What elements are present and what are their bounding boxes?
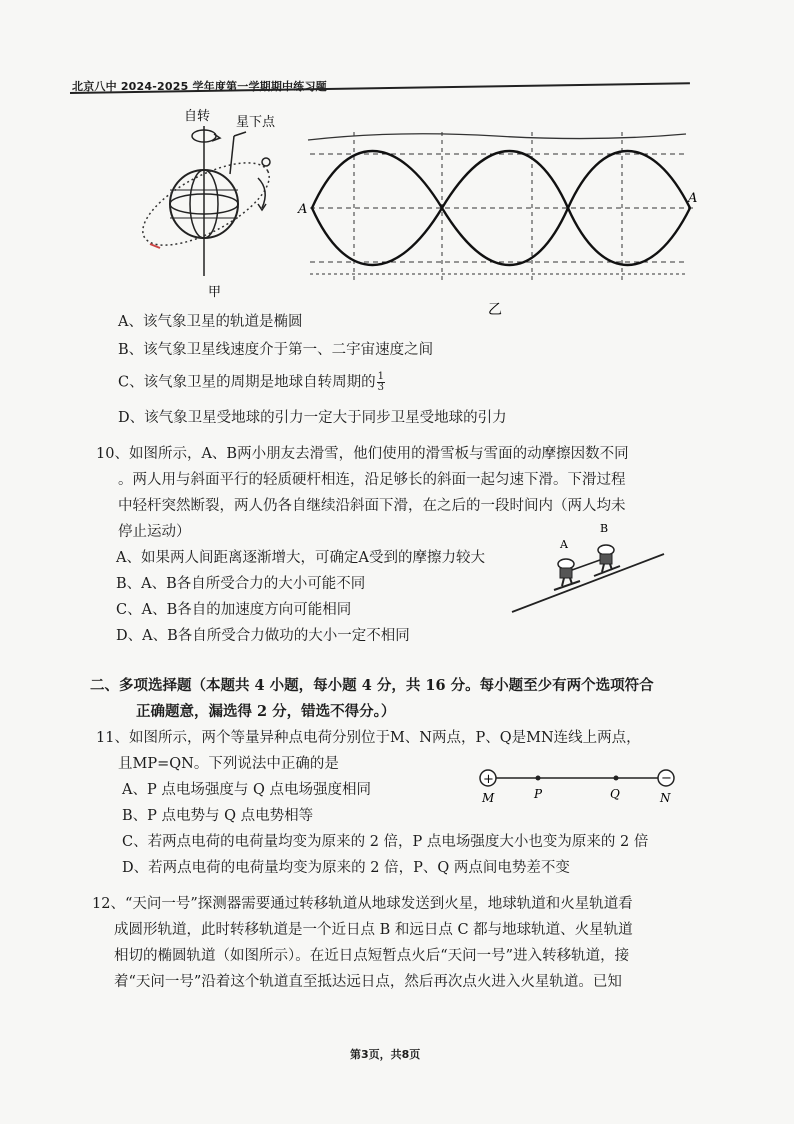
q11-stem-2: 且MP=QN。下列说法中正确的是 (118, 756, 339, 772)
q10-option-d: D、A、B各自所受合力做功的大小一定不相同 (116, 628, 410, 644)
q11-stem-1: 11、如图所示，两个等量异种点电荷分别位于M、N两点，P、Q是MN连线上两点， (96, 730, 641, 746)
label-q: Q (610, 787, 620, 801)
q12-line-4: 着“天问一号”沿着这个轨道直至抵达远日点，然后再次点火进入火星轨道。已知 (114, 974, 622, 990)
q9-option-c-text: C、该气象卫星的周期是地球自转周期的 (118, 374, 376, 391)
q9-option-d: D、该气象卫星受地球的引力一定大于同步卫星受地球的引力 (118, 410, 507, 426)
q10-option-a: A、如果两人间距离逐渐增大，可确定A受到的摩擦力较大 (116, 550, 485, 566)
label-n: N (660, 791, 671, 805)
q10-stem-3: 中轻杆突然断裂，两人仍各自继续沿斜面下滑，在之后的一段时间内（两人均未 (118, 498, 626, 514)
label-subpoint: 星下点 (236, 115, 276, 130)
q9-option-c (118, 372, 385, 393)
label-m: M (482, 791, 495, 805)
q12-line-3: 相切的椭圆轨道（如图所示）。在近日点短暂点火后“天问一号”进入转移轨道，接 (114, 948, 630, 964)
q10-stem-4: 停止运动） (118, 524, 191, 540)
point-p-dot (536, 776, 541, 781)
figure-ski-slope (508, 518, 668, 618)
figure-charges (472, 768, 682, 808)
point-a-right: A (688, 191, 698, 206)
figure-earth-orbit (130, 104, 300, 304)
label-p: P (534, 787, 543, 801)
q11-option-a: A、P 点电场强度与 Q 点电场强度相同 (122, 782, 371, 798)
point-q-dot (614, 776, 619, 781)
q10-option-c: C、A、B各自的加速度方向可能相同 (116, 602, 352, 618)
q9-option-b: B、该气象卫星线速度介于第一、二宇宙速度之间 (118, 342, 434, 358)
q10-option-b: B、A、B各自所受合力的大小可能不同 (116, 576, 366, 592)
q12-line-1: 12、“天问一号”探测器需要通过转移轨道从地球发送到火星，地球轨道和火星轨道看 (92, 896, 633, 912)
q11-option-d: D、若两点电荷的电荷量均变为原来的 2 倍，P、Q 两点间电势差不变 (122, 860, 570, 876)
fraction-denominator: 3 (377, 382, 384, 393)
q9-option-c-fraction (377, 372, 385, 393)
page-header: 北京八中 2024-2025 学年度第一学期期中练习题 (72, 80, 327, 93)
section2-title-2: 正确题意，漏选得 2 分，错选不得分。） (136, 703, 396, 720)
fraction-numerator: 1 (377, 371, 384, 382)
caption-jia: 甲 (208, 285, 222, 300)
q10-stem-1: 10、如图所示，A、B两小朋友去滑雪，他们使用的滑雪板与雪面的动摩擦因数不同 (96, 446, 629, 462)
plus-sign: + (483, 772, 494, 787)
section2-title-1: 二、多项选择题（本题共 4 小题，每小题 4 分，共 16 分。每小题至少有两个选项符合 (90, 677, 654, 694)
q10-stem-2: 。两人用与斜面平行的轻质硬杆相连，沿足够长的斜面一起匀速下滑。下滑过程 (118, 472, 626, 488)
minus-sign: − (661, 771, 672, 786)
point-a-left: A (298, 202, 308, 217)
label-rotation: 自转 (184, 109, 211, 124)
caption-yi: 乙 (488, 302, 502, 318)
page-number: 第3页，共8页 (350, 1048, 421, 1061)
q12-line-2: 成圆形轨道，此时转移轨道是一个近日点 B 和远日点 C 都与地球轨道、火星轨道 (114, 922, 633, 938)
skier-b-label: B (600, 522, 609, 535)
skier-a-icon (554, 559, 580, 590)
q11-option-b: B、P 点电势与 Q 点电势相等 (122, 808, 314, 824)
q9-option-a: A、该气象卫星的轨道是椭圆 (118, 314, 303, 330)
q11-option-c: C、若两点电荷的电荷量均变为原来的 2 倍，P 点电场强度大小也变为原来的 2 倍 (122, 834, 649, 850)
skier-a-label: A (560, 538, 568, 551)
figure-ground-track (296, 112, 716, 320)
